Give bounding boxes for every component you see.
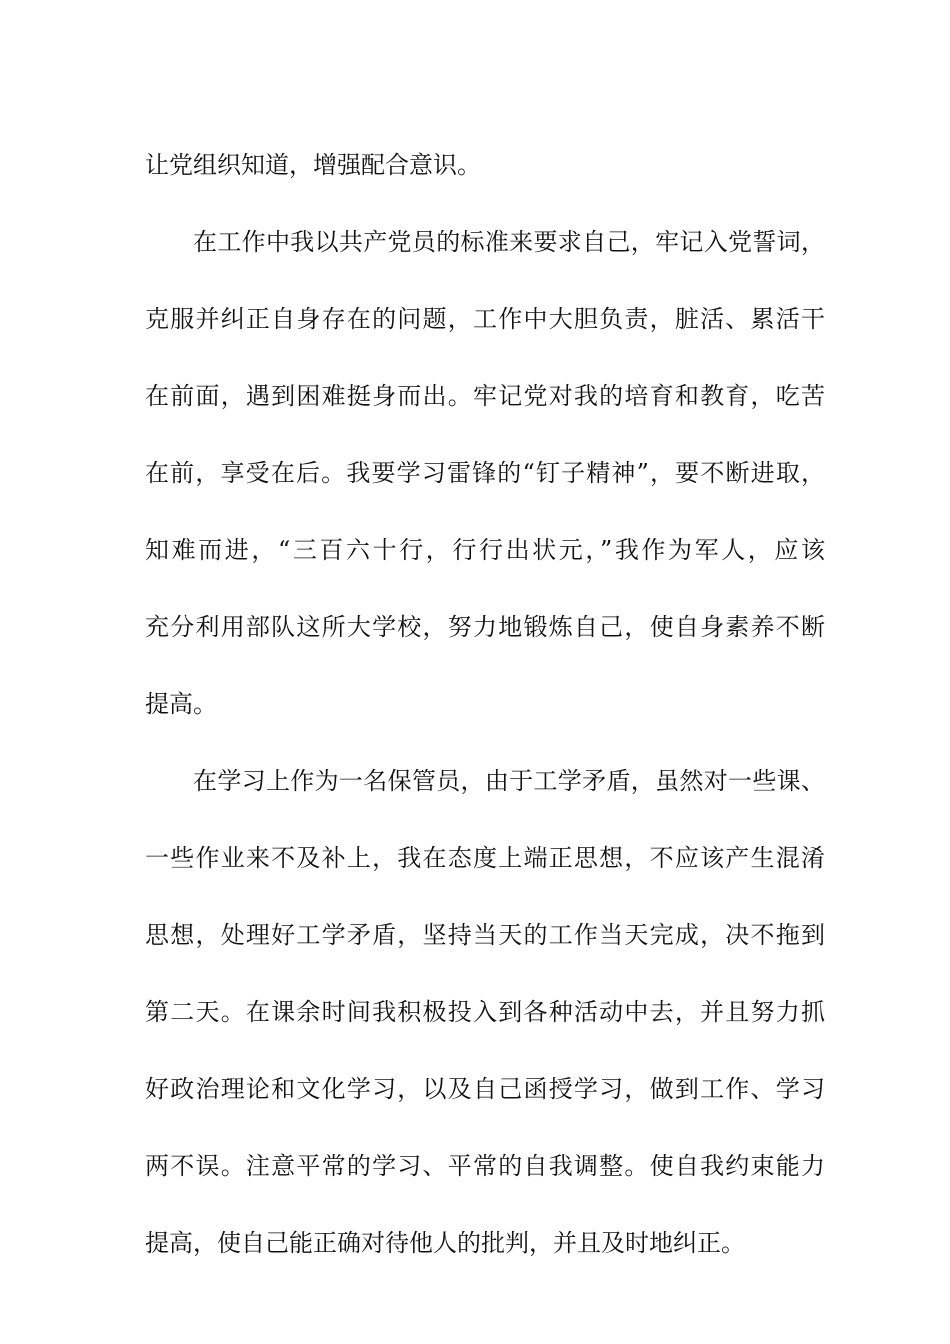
paragraph-3-line-4: 第二天。在课余时间我积极投入到各种活动中去，并且努力抓 [145, 998, 825, 1026]
paragraph-3-line-2: 一些作业来不及补上，我在态度上端正思想，不应该产生混淆 [145, 844, 825, 872]
paragraph-2-line-3: 在前面，遇到困难挺身而出。牢记党对我的培育和教育，吃苦 [145, 382, 825, 410]
paragraph-2-line-4: 在前，享受在后。我要学习雷锋的“钉子精神”，要不断进取， [145, 459, 825, 487]
document-body [145, 127, 825, 1282]
paragraph-3-line-3: 思想，处理好工学矛盾，坚持当天的工作当天完成，决不拖到 [145, 921, 825, 949]
paragraph-2-line-7: 提高。 [145, 690, 217, 718]
paragraph-2-line-5: 知难而进，“三百六十行，行行出状元，”我作为军人，应该 [145, 536, 825, 564]
paragraph-3-line-1: 在学习上作为一名保管员，由于工学矛盾，虽然对一些课、 [193, 767, 825, 795]
paragraph-3-line-6: 两不误。注意平常的学习、平常的自我调整。使自我约束能力 [145, 1152, 825, 1180]
paragraph-2-line-6: 充分利用部队这所大学校，努力地锻炼自己，使自身素养不断 [145, 613, 825, 641]
paragraph-3-line-5: 好政治理论和文化学习，以及自己函授学习，做到工作、学习 [145, 1075, 825, 1103]
paragraph-2-line-2: 克服并纠正自身存在的问题，工作中大胆负责，脏活、累活干 [145, 305, 825, 333]
paragraph-1-line-1: 让党组织知道，增强配合意识。 [145, 151, 481, 179]
paragraph-2-line-1: 在工作中我以共产党员的标准来要求自己，牢记入党誓词， [193, 228, 825, 256]
paragraph-3-line-7: 提高，使自己能正确对待他人的批判，并且及时地纠正。 [145, 1229, 745, 1257]
